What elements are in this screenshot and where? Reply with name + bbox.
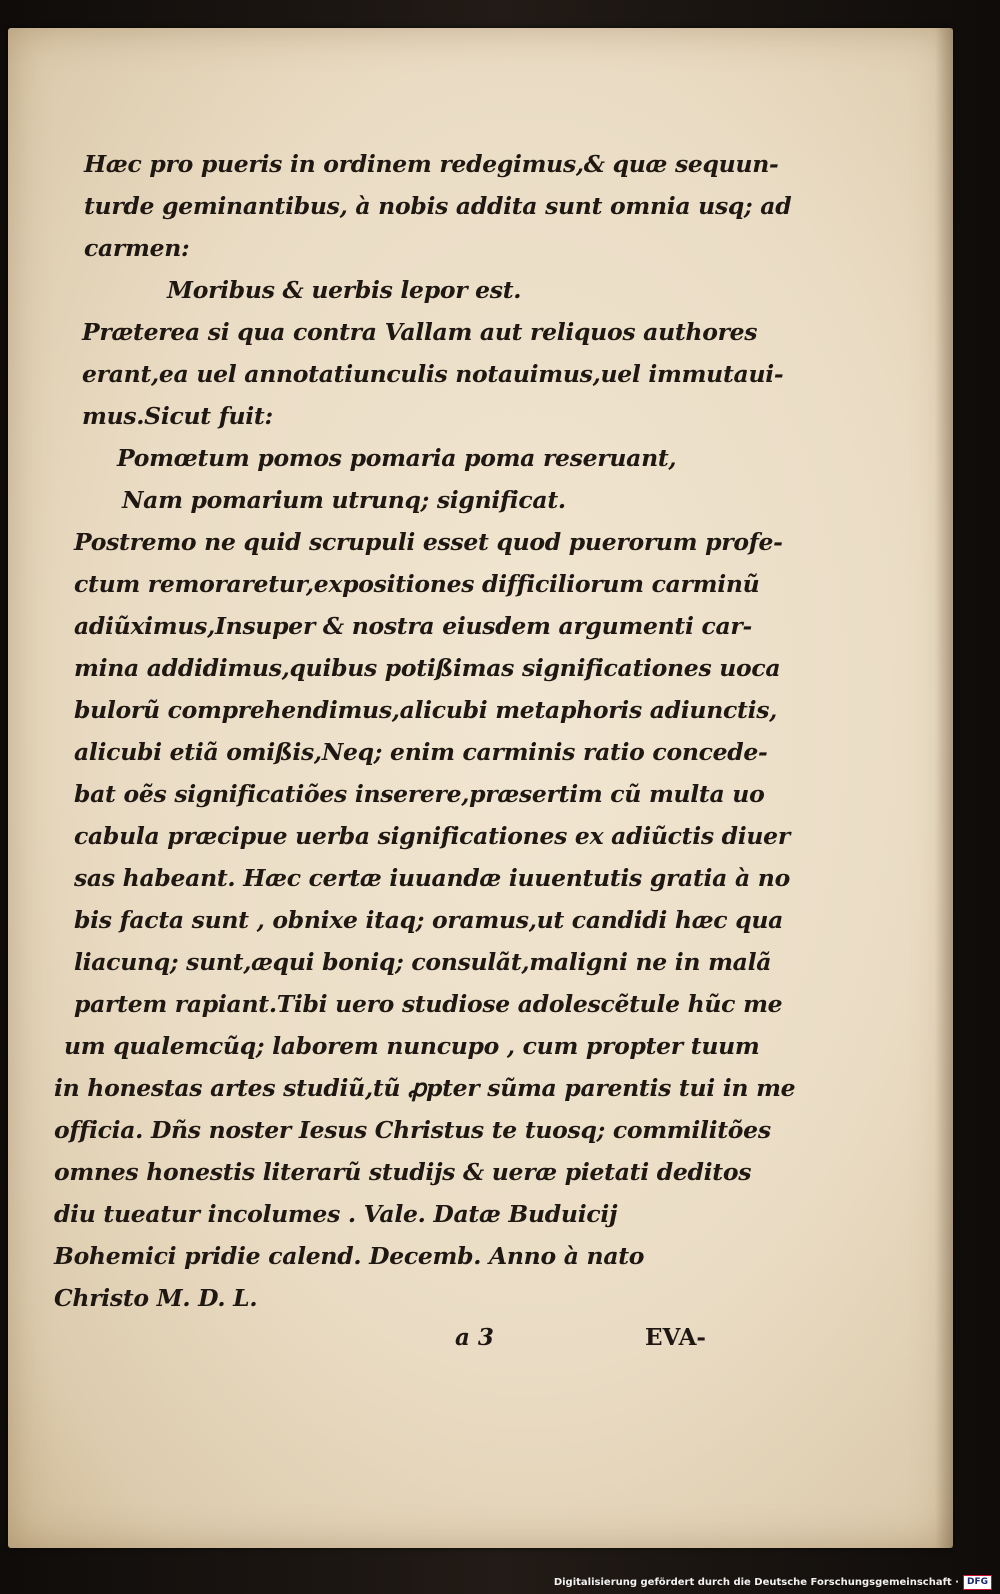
text-line: mina addidimus,quibus potißimas significationes uoca	[74, 654, 781, 682]
text-line: officia. Dñs noster Iesus Christus te tuosq; commilitões	[54, 1116, 771, 1144]
page-signatures	[455, 1324, 755, 1364]
text-line: in honestas artes studiũ,tũ ꝓpter sũma parentis tui in me	[54, 1074, 796, 1102]
footer-credit	[554, 1574, 992, 1590]
text-line: turde geminantibus, à nobis addita sunt omnia usq; ad	[84, 192, 792, 220]
text-line: bis facta sunt , obnixe itaq; oramus,ut candidi hæc qua	[74, 906, 784, 934]
text-line: Hæc pro pueris in ordinem redegimus,& quæ sequun-	[84, 150, 779, 178]
page-text	[54, 143, 796, 1319]
verse-line: Pomœtum pomos pomaria poma reseruant,	[117, 444, 677, 472]
text-line: Christo M. D. L.	[54, 1284, 258, 1312]
text-line: Postremo ne quid scrupuli esset quod puerorum profe-	[74, 528, 783, 556]
text-line: bat oẽs significatiões inserere,præsertim cũ multa uo	[74, 780, 765, 808]
book-page	[8, 28, 953, 1548]
text-line: partem rapiant.Tibi uero studiose adolescẽtule hũc me	[74, 990, 783, 1018]
text-line: ctum remoraretur,expositiones difficiliorum carminũ	[74, 570, 760, 598]
text-line: bulorũ comprehendimus,alicubi metaphoris adiunctis,	[74, 696, 778, 724]
catchword: EVA-	[645, 1324, 706, 1351]
text-line: Præterea si qua contra Vallam aut reliquos authores	[82, 318, 758, 346]
verse-line: Moribus & uerbis lepor est.	[167, 276, 522, 304]
text-line: cabula præcipue uerba significationes ex adiũctis diuer	[74, 822, 790, 850]
text-line: mus.Sicut fuit:	[82, 402, 273, 430]
footer-text: Digitalisierung gefördert durch die Deutsche Forschungsgemeinschaft ·	[553, 1576, 959, 1588]
text-line: sas habeant. Hæc certæ iuuandæ iuuentutis gratia à no	[74, 864, 790, 892]
text-line: diu tueatur incolumes . Vale. Datæ Buduicij	[54, 1200, 618, 1228]
text-line: carmen:	[84, 234, 190, 262]
text-line: liacunq; sunt,æqui boniq; consulãt,maligni ne in malã	[74, 948, 772, 976]
text-line: alicubi etiã omißis,Neq; enim carminis ratio concede-	[74, 738, 768, 766]
text-line: erant,ea uel annotatiunculis notauimus,uel immutaui-	[82, 360, 784, 388]
verse-line: Nam pomarium utrunq; significat.	[122, 486, 566, 514]
dfg-logo: DFG	[963, 1575, 992, 1590]
text-line: omnes honestis literarũ studijs & ueræ pietati deditos	[54, 1158, 752, 1186]
text-line: adiũximus,Insuper & nostra eiusdem argumenti car-	[74, 612, 752, 640]
signature-mark: a 3	[455, 1324, 494, 1351]
text-line: Bohemici pridie calend. Decemb. Anno à nato	[54, 1242, 645, 1270]
text-line: um qualemcũq; laborem nuncupo , cum propter tuum	[64, 1032, 760, 1060]
